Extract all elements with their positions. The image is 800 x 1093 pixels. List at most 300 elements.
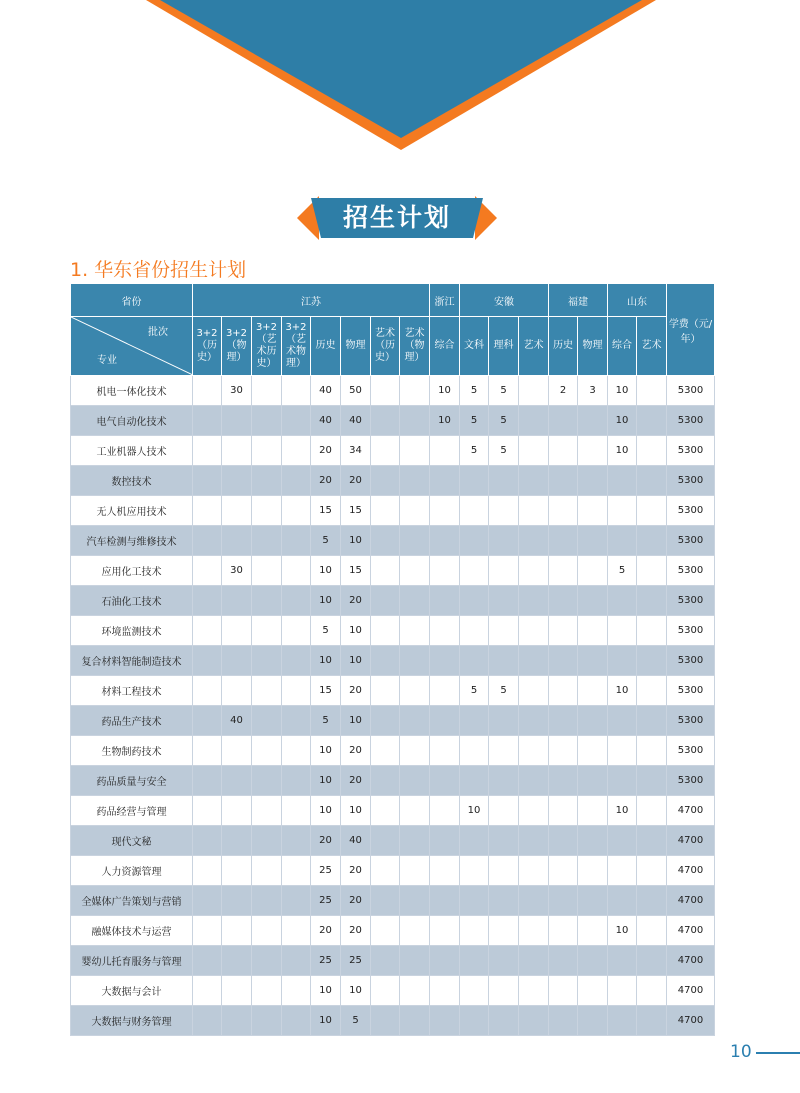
tuition-cell: 5300 <box>667 706 715 736</box>
quota-cell <box>460 826 489 856</box>
quota-cell <box>371 526 400 556</box>
quota-cell <box>519 1006 549 1036</box>
table-row <box>71 916 715 946</box>
quota-cell <box>400 796 430 826</box>
major-name-cell: 生物制药技术 <box>71 736 193 766</box>
quota-cell <box>282 706 311 736</box>
quota-cell <box>430 676 460 706</box>
quota-cell <box>519 616 549 646</box>
quota-cell <box>252 376 282 406</box>
quota-cell: 10 <box>311 766 341 796</box>
quota-cell: 10 <box>311 796 341 826</box>
quota-cell: 15 <box>311 676 341 706</box>
quota-cell: 5 <box>460 436 489 466</box>
quota-cell <box>400 526 430 556</box>
quota-cell: 10 <box>341 976 371 1006</box>
table-row <box>71 796 715 826</box>
quota-cell <box>519 736 549 766</box>
quota-cell <box>400 766 430 796</box>
quota-cell <box>371 886 400 916</box>
quota-cell <box>371 826 400 856</box>
quota-cell <box>489 826 519 856</box>
quota-cell: 10 <box>608 796 637 826</box>
table-row <box>71 646 715 676</box>
major-name-cell: 无人机应用技术 <box>71 496 193 526</box>
quota-cell <box>282 556 311 586</box>
quota-cell: 20 <box>341 766 371 796</box>
quota-cell <box>637 436 667 466</box>
quota-cell <box>282 586 311 616</box>
quota-cell <box>282 646 311 676</box>
quota-cell <box>578 736 608 766</box>
quota-cell: 10 <box>311 976 341 1006</box>
major-name-cell: 工业机器人技术 <box>71 436 193 466</box>
quota-cell <box>489 946 519 976</box>
quota-cell: 30 <box>222 556 252 586</box>
quota-cell <box>519 796 549 826</box>
province-jiangsu: 江苏 <box>193 284 430 317</box>
quota-cell: 10 <box>341 706 371 736</box>
tuition-cell: 5300 <box>667 526 715 556</box>
quota-cell <box>252 856 282 886</box>
quota-cell <box>549 796 578 826</box>
quota-cell <box>282 466 311 496</box>
quota-cell: 20 <box>341 916 371 946</box>
quota-cell <box>193 976 222 1006</box>
tuition-cell: 5300 <box>667 466 715 496</box>
quota-cell <box>608 826 637 856</box>
quota-cell <box>578 826 608 856</box>
quota-cell <box>400 1006 430 1036</box>
quota-cell <box>460 856 489 886</box>
quota-cell <box>371 1006 400 1036</box>
major-name-cell: 药品经营与管理 <box>71 796 193 826</box>
province-shandong: 山东 <box>608 284 667 317</box>
tuition-cell: 5300 <box>667 496 715 526</box>
quota-cell <box>608 646 637 676</box>
major-name-cell: 复合材料智能制造技术 <box>71 646 193 676</box>
page-number: 10 <box>730 1042 752 1062</box>
quota-cell <box>400 856 430 886</box>
quota-cell <box>549 976 578 1006</box>
quota-cell <box>193 826 222 856</box>
quota-cell <box>608 766 637 796</box>
quota-cell <box>578 466 608 496</box>
quota-cell <box>578 796 608 826</box>
major-name-cell: 融媒体技术与运营 <box>71 916 193 946</box>
quota-cell <box>371 436 400 466</box>
quota-cell <box>549 1006 578 1036</box>
quota-cell <box>549 586 578 616</box>
quota-cell <box>193 436 222 466</box>
quota-cell: 20 <box>341 466 371 496</box>
quota-cell <box>222 766 252 796</box>
subcol-header: 综合 <box>608 317 637 376</box>
quota-cell: 10 <box>311 556 341 586</box>
quota-cell <box>430 766 460 796</box>
quota-cell <box>400 376 430 406</box>
tuition-cell: 4700 <box>667 796 715 826</box>
quota-cell <box>489 886 519 916</box>
quota-cell: 10 <box>341 796 371 826</box>
tuition-cell: 4700 <box>667 916 715 946</box>
tuition-cell: 5300 <box>667 736 715 766</box>
quota-cell <box>519 706 549 736</box>
quota-cell <box>549 526 578 556</box>
quota-cell <box>430 556 460 586</box>
quota-cell <box>193 766 222 796</box>
quota-cell <box>637 406 667 436</box>
quota-cell <box>489 976 519 1006</box>
quota-cell <box>252 826 282 856</box>
quota-cell: 20 <box>311 436 341 466</box>
quota-cell: 10 <box>608 406 637 436</box>
tuition-cell: 5300 <box>667 556 715 586</box>
quota-cell <box>519 976 549 1006</box>
quota-cell <box>282 916 311 946</box>
quota-cell <box>460 886 489 916</box>
quota-cell <box>252 946 282 976</box>
quota-cell <box>252 736 282 766</box>
quota-cell: 5 <box>341 1006 371 1036</box>
table-row <box>71 676 715 706</box>
quota-cell <box>489 856 519 886</box>
quota-cell <box>193 496 222 526</box>
quota-cell <box>371 946 400 976</box>
quota-cell <box>460 586 489 616</box>
quota-cell <box>637 496 667 526</box>
major-name-cell: 大数据与会计 <box>71 976 193 1006</box>
quota-cell: 10 <box>311 736 341 766</box>
quota-cell <box>549 736 578 766</box>
quota-cell: 20 <box>311 466 341 496</box>
quota-cell <box>430 886 460 916</box>
quota-cell <box>608 886 637 916</box>
quota-cell <box>282 946 311 976</box>
quota-cell <box>252 676 282 706</box>
quota-cell <box>637 706 667 736</box>
quota-cell <box>282 676 311 706</box>
quota-cell <box>637 586 667 616</box>
quota-cell <box>252 796 282 826</box>
quota-cell: 50 <box>341 376 371 406</box>
tuition-cell: 5300 <box>667 586 715 616</box>
header-row-batches <box>71 317 715 376</box>
quota-cell <box>252 406 282 436</box>
table-row <box>71 826 715 856</box>
table-row <box>71 376 715 406</box>
quota-cell <box>637 886 667 916</box>
quota-cell <box>282 1006 311 1036</box>
tuition-cell: 4700 <box>667 886 715 916</box>
quota-cell <box>193 406 222 436</box>
quota-cell <box>282 766 311 796</box>
subcol-header: 文科 <box>460 317 489 376</box>
quota-cell <box>193 1006 222 1036</box>
quota-cell <box>430 976 460 1006</box>
quota-cell <box>282 736 311 766</box>
subcol-header: 艺术 <box>637 317 667 376</box>
major-name-cell: 现代文秘 <box>71 826 193 856</box>
quota-cell <box>519 526 549 556</box>
quota-cell <box>400 916 430 946</box>
quota-cell <box>282 886 311 916</box>
quota-cell <box>430 796 460 826</box>
subcol-header: 综合 <box>430 317 460 376</box>
quota-cell <box>519 436 549 466</box>
quota-cell <box>578 676 608 706</box>
quota-cell: 5 <box>489 406 519 436</box>
quota-cell <box>430 466 460 496</box>
quota-cell <box>193 556 222 586</box>
quota-cell <box>578 646 608 676</box>
quota-cell <box>222 466 252 496</box>
quota-cell <box>460 1006 489 1036</box>
quota-cell <box>371 466 400 496</box>
table-row <box>71 946 715 976</box>
quota-cell <box>371 586 400 616</box>
quota-cell: 5 <box>489 676 519 706</box>
quota-cell <box>193 646 222 676</box>
subcol-header: 3+2（艺术历史） <box>252 317 282 376</box>
quota-cell <box>371 766 400 796</box>
quota-cell: 20 <box>341 886 371 916</box>
quota-cell <box>400 556 430 586</box>
quota-cell: 10 <box>460 796 489 826</box>
quota-cell: 10 <box>341 646 371 676</box>
quota-cell <box>489 736 519 766</box>
table-row <box>71 1006 715 1036</box>
quota-cell: 15 <box>341 496 371 526</box>
quota-cell <box>400 616 430 646</box>
quota-cell <box>430 1006 460 1036</box>
quota-cell <box>222 646 252 676</box>
quota-cell: 10 <box>311 646 341 676</box>
quota-cell <box>371 676 400 706</box>
table-row <box>71 556 715 586</box>
quota-cell <box>371 376 400 406</box>
quota-cell: 10 <box>608 916 637 946</box>
quota-cell <box>578 556 608 586</box>
quota-cell: 40 <box>311 376 341 406</box>
quota-cell <box>400 586 430 616</box>
quota-cell <box>252 886 282 916</box>
quota-cell <box>193 526 222 556</box>
quota-cell: 20 <box>341 676 371 706</box>
quota-cell <box>430 736 460 766</box>
quota-cell <box>252 616 282 646</box>
quota-cell <box>637 976 667 1006</box>
quota-cell <box>489 646 519 676</box>
major-name-cell: 石油化工技术 <box>71 586 193 616</box>
table-row <box>71 766 715 796</box>
quota-cell <box>608 526 637 556</box>
header-row-provinces <box>71 284 715 317</box>
quota-cell <box>519 466 549 496</box>
table-row <box>71 406 715 436</box>
quota-cell <box>222 736 252 766</box>
quota-cell: 5 <box>460 406 489 436</box>
quota-cell <box>519 496 549 526</box>
quota-cell <box>578 706 608 736</box>
quota-cell <box>252 1006 282 1036</box>
quota-cell: 5 <box>460 676 489 706</box>
quota-cell <box>400 496 430 526</box>
tuition-cell: 4700 <box>667 946 715 976</box>
table-row <box>71 886 715 916</box>
table-row <box>71 736 715 766</box>
major-label: 专业 <box>97 355 117 366</box>
tuition-cell: 5300 <box>667 766 715 796</box>
quota-cell <box>637 766 667 796</box>
quota-cell <box>400 706 430 736</box>
quota-cell <box>489 616 519 646</box>
subcol-header: 3+2（历史） <box>193 317 222 376</box>
quota-cell <box>400 946 430 976</box>
quota-cell <box>578 766 608 796</box>
quota-cell <box>371 736 400 766</box>
quota-cell <box>400 436 430 466</box>
quota-cell <box>430 646 460 676</box>
quota-cell: 10 <box>430 376 460 406</box>
quota-cell <box>222 856 252 886</box>
quota-cell <box>637 826 667 856</box>
tuition-cell: 4700 <box>667 826 715 856</box>
quota-cell <box>371 496 400 526</box>
quota-cell <box>489 526 519 556</box>
tuition-header: 学费（元/年） <box>667 284 715 376</box>
table-row <box>71 856 715 886</box>
quota-cell <box>519 556 549 586</box>
quota-cell: 10 <box>608 436 637 466</box>
quota-cell <box>371 976 400 1006</box>
major-name-cell: 药品质量与安全 <box>71 766 193 796</box>
quota-cell <box>193 796 222 826</box>
subcol-header: 物理 <box>341 317 371 376</box>
quota-cell <box>400 976 430 1006</box>
quota-cell <box>252 706 282 736</box>
quota-cell <box>371 406 400 436</box>
quota-cell: 15 <box>341 556 371 586</box>
quota-cell <box>282 856 311 886</box>
quota-cell <box>519 826 549 856</box>
quota-cell <box>430 526 460 556</box>
quota-cell <box>460 706 489 736</box>
quota-cell: 3 <box>578 376 608 406</box>
quota-cell: 5 <box>311 526 341 556</box>
quota-cell <box>252 436 282 466</box>
quota-cell <box>549 826 578 856</box>
quota-cell <box>637 946 667 976</box>
major-name-cell: 大数据与财务管理 <box>71 1006 193 1036</box>
quota-cell: 10 <box>311 586 341 616</box>
quota-cell: 2 <box>549 376 578 406</box>
table-row <box>71 466 715 496</box>
quota-cell <box>430 826 460 856</box>
quota-cell <box>252 526 282 556</box>
quota-cell: 5 <box>311 616 341 646</box>
quota-cell <box>222 406 252 436</box>
section-title: 1. 华东省份招生计划 <box>70 259 247 281</box>
quota-cell <box>460 766 489 796</box>
quota-cell: 40 <box>341 406 371 436</box>
quota-cell <box>519 586 549 616</box>
quota-cell: 25 <box>311 856 341 886</box>
quota-cell <box>430 856 460 886</box>
quota-cell <box>519 376 549 406</box>
quota-cell <box>430 616 460 646</box>
quota-cell <box>578 946 608 976</box>
table-row <box>71 436 715 466</box>
quota-cell <box>193 916 222 946</box>
quota-cell <box>489 766 519 796</box>
quota-cell <box>519 916 549 946</box>
quota-cell <box>578 406 608 436</box>
quota-cell <box>578 976 608 1006</box>
quota-cell <box>222 946 252 976</box>
tuition-cell: 5300 <box>667 646 715 676</box>
quota-cell: 40 <box>311 406 341 436</box>
quota-cell: 25 <box>311 886 341 916</box>
tuition-cell: 5300 <box>667 376 715 406</box>
quota-cell: 20 <box>341 856 371 886</box>
quota-cell <box>371 916 400 946</box>
quota-cell: 25 <box>341 946 371 976</box>
major-name-cell: 环境监测技术 <box>71 616 193 646</box>
quota-cell: 10 <box>608 376 637 406</box>
table-row <box>71 496 715 526</box>
quota-cell <box>193 466 222 496</box>
quota-cell <box>400 646 430 676</box>
quota-cell <box>637 796 667 826</box>
quota-cell <box>193 886 222 916</box>
quota-cell <box>193 586 222 616</box>
quota-cell <box>371 856 400 886</box>
quota-cell <box>460 466 489 496</box>
table-row <box>71 526 715 556</box>
quota-cell <box>489 1006 519 1036</box>
tuition-cell: 5300 <box>667 616 715 646</box>
quota-cell <box>608 976 637 1006</box>
quota-cell <box>430 946 460 976</box>
quota-cell: 20 <box>311 916 341 946</box>
quota-cell <box>489 466 519 496</box>
quota-cell <box>637 616 667 646</box>
quota-cell <box>400 466 430 496</box>
subcol-header: 3+2（艺术物理） <box>282 317 311 376</box>
major-name-cell: 数控技术 <box>71 466 193 496</box>
quota-cell <box>400 406 430 436</box>
province-anhui: 安徽 <box>460 284 549 317</box>
quota-cell <box>549 556 578 586</box>
major-name-cell: 电气自动化技术 <box>71 406 193 436</box>
quota-cell <box>578 856 608 886</box>
title-banner <box>297 196 497 240</box>
quota-cell <box>222 916 252 946</box>
quota-cell: 34 <box>341 436 371 466</box>
quota-cell <box>578 526 608 556</box>
quota-cell: 5 <box>489 436 519 466</box>
table-row <box>71 616 715 646</box>
tuition-cell: 5300 <box>667 406 715 436</box>
quota-cell <box>608 616 637 646</box>
major-name-cell: 全媒体广告策划与营销 <box>71 886 193 916</box>
quota-cell <box>193 946 222 976</box>
quota-cell <box>549 496 578 526</box>
quota-cell <box>637 856 667 886</box>
quota-cell <box>282 436 311 466</box>
quota-cell <box>400 736 430 766</box>
